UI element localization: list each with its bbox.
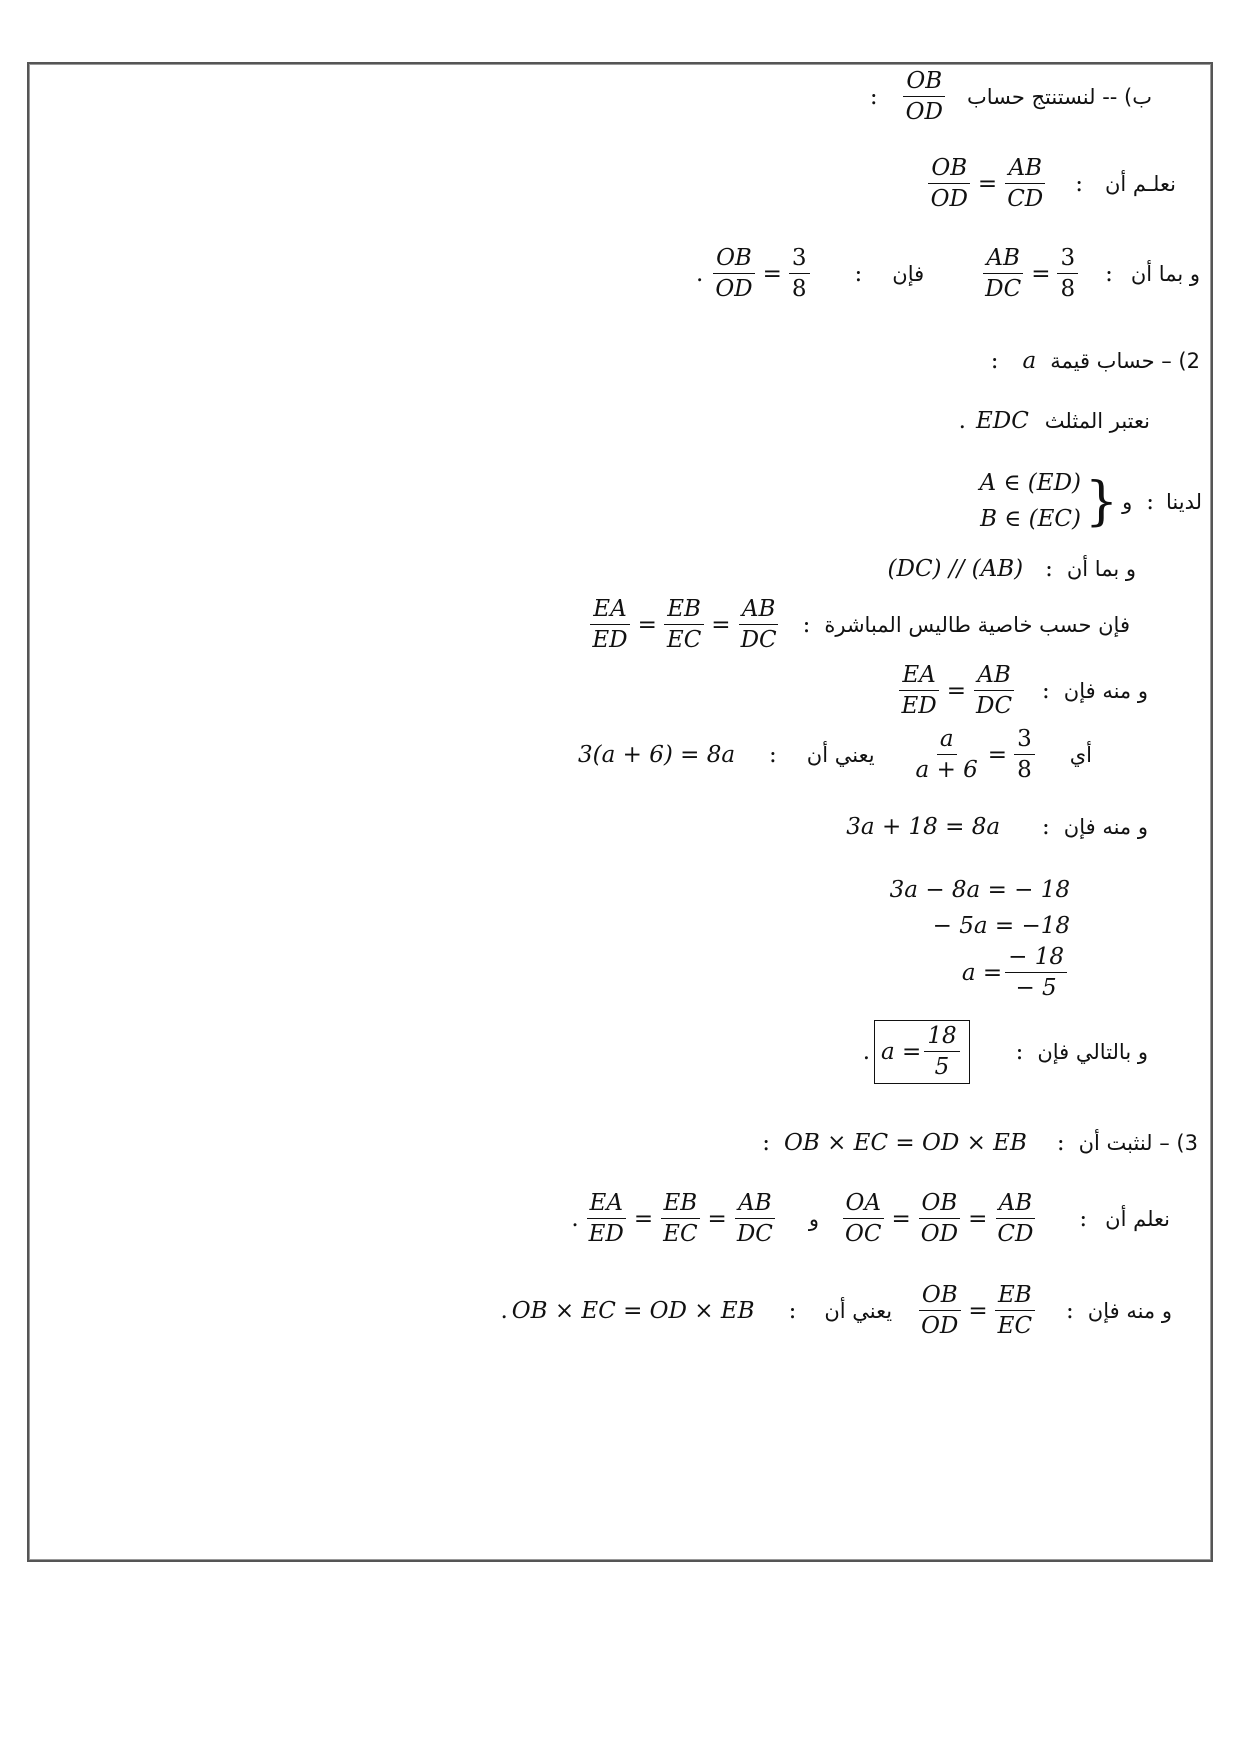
line-4-heading: : a 2) – حساب قيمة (990, 348, 1200, 374)
right-brace: } (1084, 471, 1119, 532)
line-15: . $\frac{EA}{ED}$ = $\frac{EB}{EC}$ = $\frac{AB}{DC}$ و $\frac{OA}{OC}$ = $\frac{OB}{OD}$ = $\frac{AB}{CD}$ : نعلم أن (571, 1190, 1170, 1248)
line-11: 3a + 18 = 8a : و منه فإن (846, 814, 1148, 840)
line-8-thales: $\frac{EA}{ED}$ = $\frac{EB}{EC}$ = $\frac{AB}{DC}$ : فإن حسب خاصية طاليس المباشرة (586, 596, 1130, 654)
section-heading: 3) – لنثبت أن (1078, 1131, 1198, 1155)
line-7: (DC) // (AB) : و بما أن (887, 556, 1136, 582)
fraction: $\frac{OB}{OD}$ (928, 155, 971, 213)
fraction-ob-od: $\frac{OB}{OD}$ (903, 68, 946, 126)
line-6-system: A ∈ (ED) B ∈ (EC) } و : لدينا (979, 470, 1202, 532)
arabic-text: نعلـم أن (1105, 171, 1176, 196)
section-heading: 2) – حساب قيمة (1050, 349, 1200, 373)
line-10: 3(a + 6) = 8a : يعني أن $\frac{a}{a + 6}$ = $\frac{3}{8}$ أي (577, 726, 1092, 784)
line-9: $\frac{EA}{ED}$ = $\frac{AB}{DC}$ : و منه فإن (895, 662, 1148, 720)
line-5: . EDC نعتبر المثلث (958, 408, 1150, 434)
arabic-text: ب) -- لنستنتج حساب (966, 84, 1152, 109)
fraction: $\frac{AB}{CD}$ (1007, 155, 1044, 213)
line-12-steps: 3a − 8a = − 18 − 5a = −18 a = $\frac{- 18}{- 5}$ (889, 877, 1070, 1002)
boxed-answer: a = $\frac{18}{5}$ (874, 1020, 970, 1084)
line-1 (870, 68, 1152, 126)
line-14-heading: : OB × EC = OD × EB : 3) – لنثبت أن (762, 1130, 1198, 1156)
line-3: . $\frac{OB}{OD}$ = $\frac{3}{8}$ : فإن $\frac{AB}{DC}$ = $\frac{3}{8}$ : و بما أن (696, 245, 1200, 303)
line-13-result: . a = $\frac{18}{5}$ : و بالتالي فإن (863, 1020, 1148, 1084)
arabic-text: و بما أن (1130, 261, 1200, 286)
line-2: $\frac{OB}{OD}$ = $\frac{AB}{CD}$ : نعلـم أن (925, 155, 1176, 213)
colon: : (869, 83, 878, 110)
line-16: . OB × EC = OD × EB : يعني أن $\frac{OB}{OD}$ = $\frac{EB}{EC}$ : و منه فإن (500, 1282, 1172, 1340)
